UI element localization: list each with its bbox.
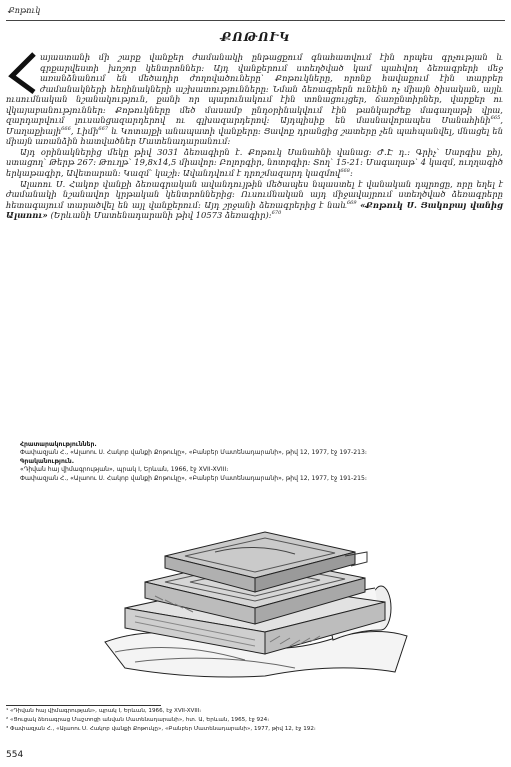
literature-heading: Գրականություն. [20, 457, 75, 465]
page-number: 554 [6, 750, 24, 760]
reference-item: «Դիվան հայ վիմագրության», պրակ I, Երևան, 1966, էջ XVII-XVIII։ [20, 466, 229, 474]
footnote-mark: 666 [61, 126, 71, 133]
paragraph-alaou: Ալաոու Ս. Հակոբ վանքի ձեռագրական ավանդույթին մեծապես նպաստել է վանական դպրոցը, որը եղել է ժամանակի նշանավոր կրթական կենտրոններից։ Ուսումնական այդ միջավայրում ստեղծված ձեռագրերը հետագայում տարածվել են այլ վանքերում։ Այդ շրջանի ձեռագրերից է նաև$^{669}$ «Քոթուկ Ս. Յակոբայ վանից Ալաոու» (Երևանի Մատենադարանի թիվ 10573 ձեռագիր)։$^{670}$ [6, 178, 504, 221]
article-body [6, 52, 503, 221]
footnote-mark: 667 [98, 126, 109, 133]
paragraph-manuscript-3031: Այդ օրինակներից մեկը թիվ 3031 ձեռագիրն է. Քոթուկ Սանահնի վանաց։ Ժ.Է դ.։ Գրիչ՝ Սարգիս քհյ, ստացող՝ Թերթ 267։ Թուղթ՝ 19,8x14,5 միավոր։ Բոլորգիր, նոտրգիր։ Տող՝ 15-21։ Մագաղաթ՝ 4 կազմ, ուղղագիծ երկաթագիր, Ավետարան։ Կազմ՝ կաշի։ Ավանդվում է դրոշմազարդ կազմով$^{668}$։ [6, 146, 503, 179]
footnote-item: ² «Ցուցակ ձեռագրաց Մաշտոցի անվան Մատենադարանի», հտ. Ա, Երևան, 1965, էջ 924։ [6, 716, 270, 723]
footnote-mark: 670 [271, 210, 282, 217]
page-title: ՔՈԹՈՒԿ [220, 30, 291, 44]
reference-item: Փափազյան Հ., «Ալաոու Ս. Հակոբ վանքի Քոթուկը», «Բանբեր Մատենադարանի», թիվ 12, 1977, էջ 197-213։ [20, 449, 367, 457]
references-heading: Հրատարակություններ. [20, 441, 97, 448]
footnote-mark: 665 [490, 115, 501, 122]
footnotes [6, 707, 503, 733]
footnote-item: ³ Փափազյան Հ., «Ալաոու Ս. Հակոբ վանքի Քոթուկը», «Բանբեր Մատենադարանի», 1977, թիվ 12, էջ 192։ [6, 725, 316, 732]
manuscript-title: «Քոթուկ Ս. Յակոբայ վանից Ալաոու» [6, 199, 504, 221]
paragraph-intro: այաստանի մի շարք վանքեր ժամանակի ընթացքում գնահատվում էին որպես գրչության և գրքարվեստի խոշոր կենտրոններ։ Այդ վանքերում ստեղծված կամ պահվող ձեռագրերի մեջ առանձնանում են մեծադիր ժողովածուները՝ Քոթուկները, որոնք հավաքում էին տարբեր ժամանակների հեղինակների աշխատությունները։ Նման ձեռագրերն ունեին ոչ միայն ծիսական, այլև ուսումնական նշանակություն, քանի որ պարունակում էին տոնացույցեր, ճառընտիրներ, վարքեր ու վկայաբանություններ։ Քոթուկները մեծ մասամբ ընդօրինակվում էին թանկարժեք մագաղաթի վրա, զարդարվում լուսանցազարդերով ու գլխազարդերով։ Այդպիսիք են մասնավորապես Սանահինի$^{665}$, Մաղաքիայի$^{666}$, Լիմի$^{667}$ և Կոտայքի անապատի վանքերը։ Ցավոք դրանցից շատերը չեն պահպանվել, մնացել են միայն առանձին հատվածներ Մատենադարանում։ [6, 52, 504, 147]
books-illustration [95, 512, 415, 680]
header-rule [6, 20, 505, 21]
footnote-mark: 668 [340, 168, 351, 175]
reference-item: Փափազյան Հ., «Ալաոու Ս. Հակոբ վանքի Քոթուկը», «Բանբեր Մատենադարանի», թիվ 12, 1977, էջ 191-215։ [20, 474, 367, 482]
footnote-item: ¹ «Դիվան հայ վիմագրության», պրակ I, Երևան, 1966, էջ XVII-XVIII։ [6, 708, 202, 714]
references-block [6, 441, 503, 483]
running-head: Քոթուկ [8, 6, 41, 15]
footnote-rule [6, 705, 161, 706]
footnote-mark: 669 [346, 199, 357, 206]
